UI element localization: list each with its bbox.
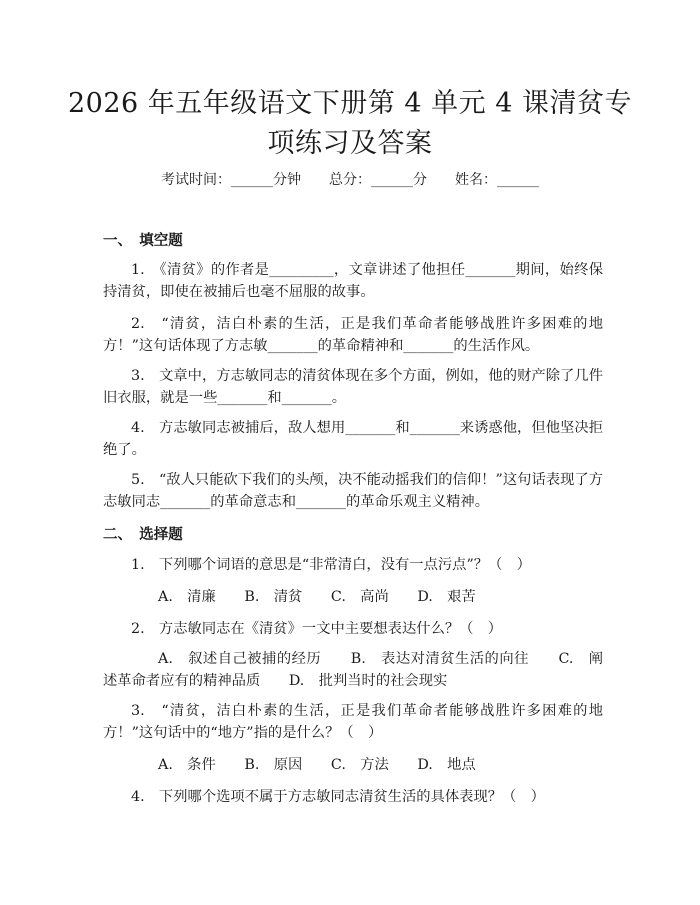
choice-question-2-options: A. 叙述自己被捕的经历 B. 表达对清贫生活的向往 C. 阐述革命者应有的精神品质 D. 批判当时的社会现实	[103, 651, 603, 689]
title-line-2: 项练习及答案	[267, 128, 433, 159]
page-title	[60, 84, 640, 164]
choice-question-4: 4. 下列哪个选项不属于方志敏同志清贫生活的具体表现？（ ）	[131, 789, 545, 805]
choice-question-2: 2. 方志敏同志在《清贫》一文中主要想表达什么？（ ）	[131, 621, 503, 637]
choice-question-3: 3. “清贫，洁白朴素的生活，正是我们革命者能够战胜许多困难的地方！”这句话中的“地方”指的是什么？（ ）	[103, 703, 603, 741]
fill-blank-question-4: 4. 方志敏同志被捕后，敌人想用_______和_______来诱惑他，但他坚决拒绝了。	[103, 420, 603, 458]
exam-info-line: 考试时间：______分钟 总分：______分 姓名：______	[161, 172, 539, 188]
fill-blank-question-3: 3. 文章中，方志敏同志的清贫体现在多个方面，例如，他的财产除了几件旧衣服，就是一些_______和_______。	[103, 368, 603, 406]
section-heading-multiple-choice: 二、 选择题	[103, 527, 183, 543]
choice-question-1: 1. 下列哪个词语的意思是“非常清白，没有一点污点”？（ ）	[131, 557, 531, 573]
fill-blank-question-5: 5. “敌人只能砍下我们的头颅，决不能动摇我们的信仰！”这句话表现了方志敏同志_______的革命意志和_______的革命乐观主义精神。	[103, 472, 603, 510]
choice-question-1-options: A. 清廉 B. 清贫 C. 高尚 D. 艰苦	[158, 589, 476, 605]
fill-blank-question-1: 1. 《清贫》的作者是_________，文章讲述了他担任_______期间，始终保持清贫，即使在被捕后也毫不屈服的故事。	[103, 262, 603, 300]
section-heading-fill-blank: 一、 填空题	[103, 233, 183, 249]
fill-blank-question-2: 2. “清贫，洁白朴素的生活，正是我们革命者能够战胜许多困难的地方！”这句话体现了方志敏_______的革命精神和_______的生活作风。	[103, 316, 603, 354]
title-line-1: 2026 年五年级语文下册第 4 单元 4 课清贫专	[68, 88, 632, 119]
choice-question-3-options: A. 条件 B. 原因 C. 方法 D. 地点	[158, 757, 476, 773]
